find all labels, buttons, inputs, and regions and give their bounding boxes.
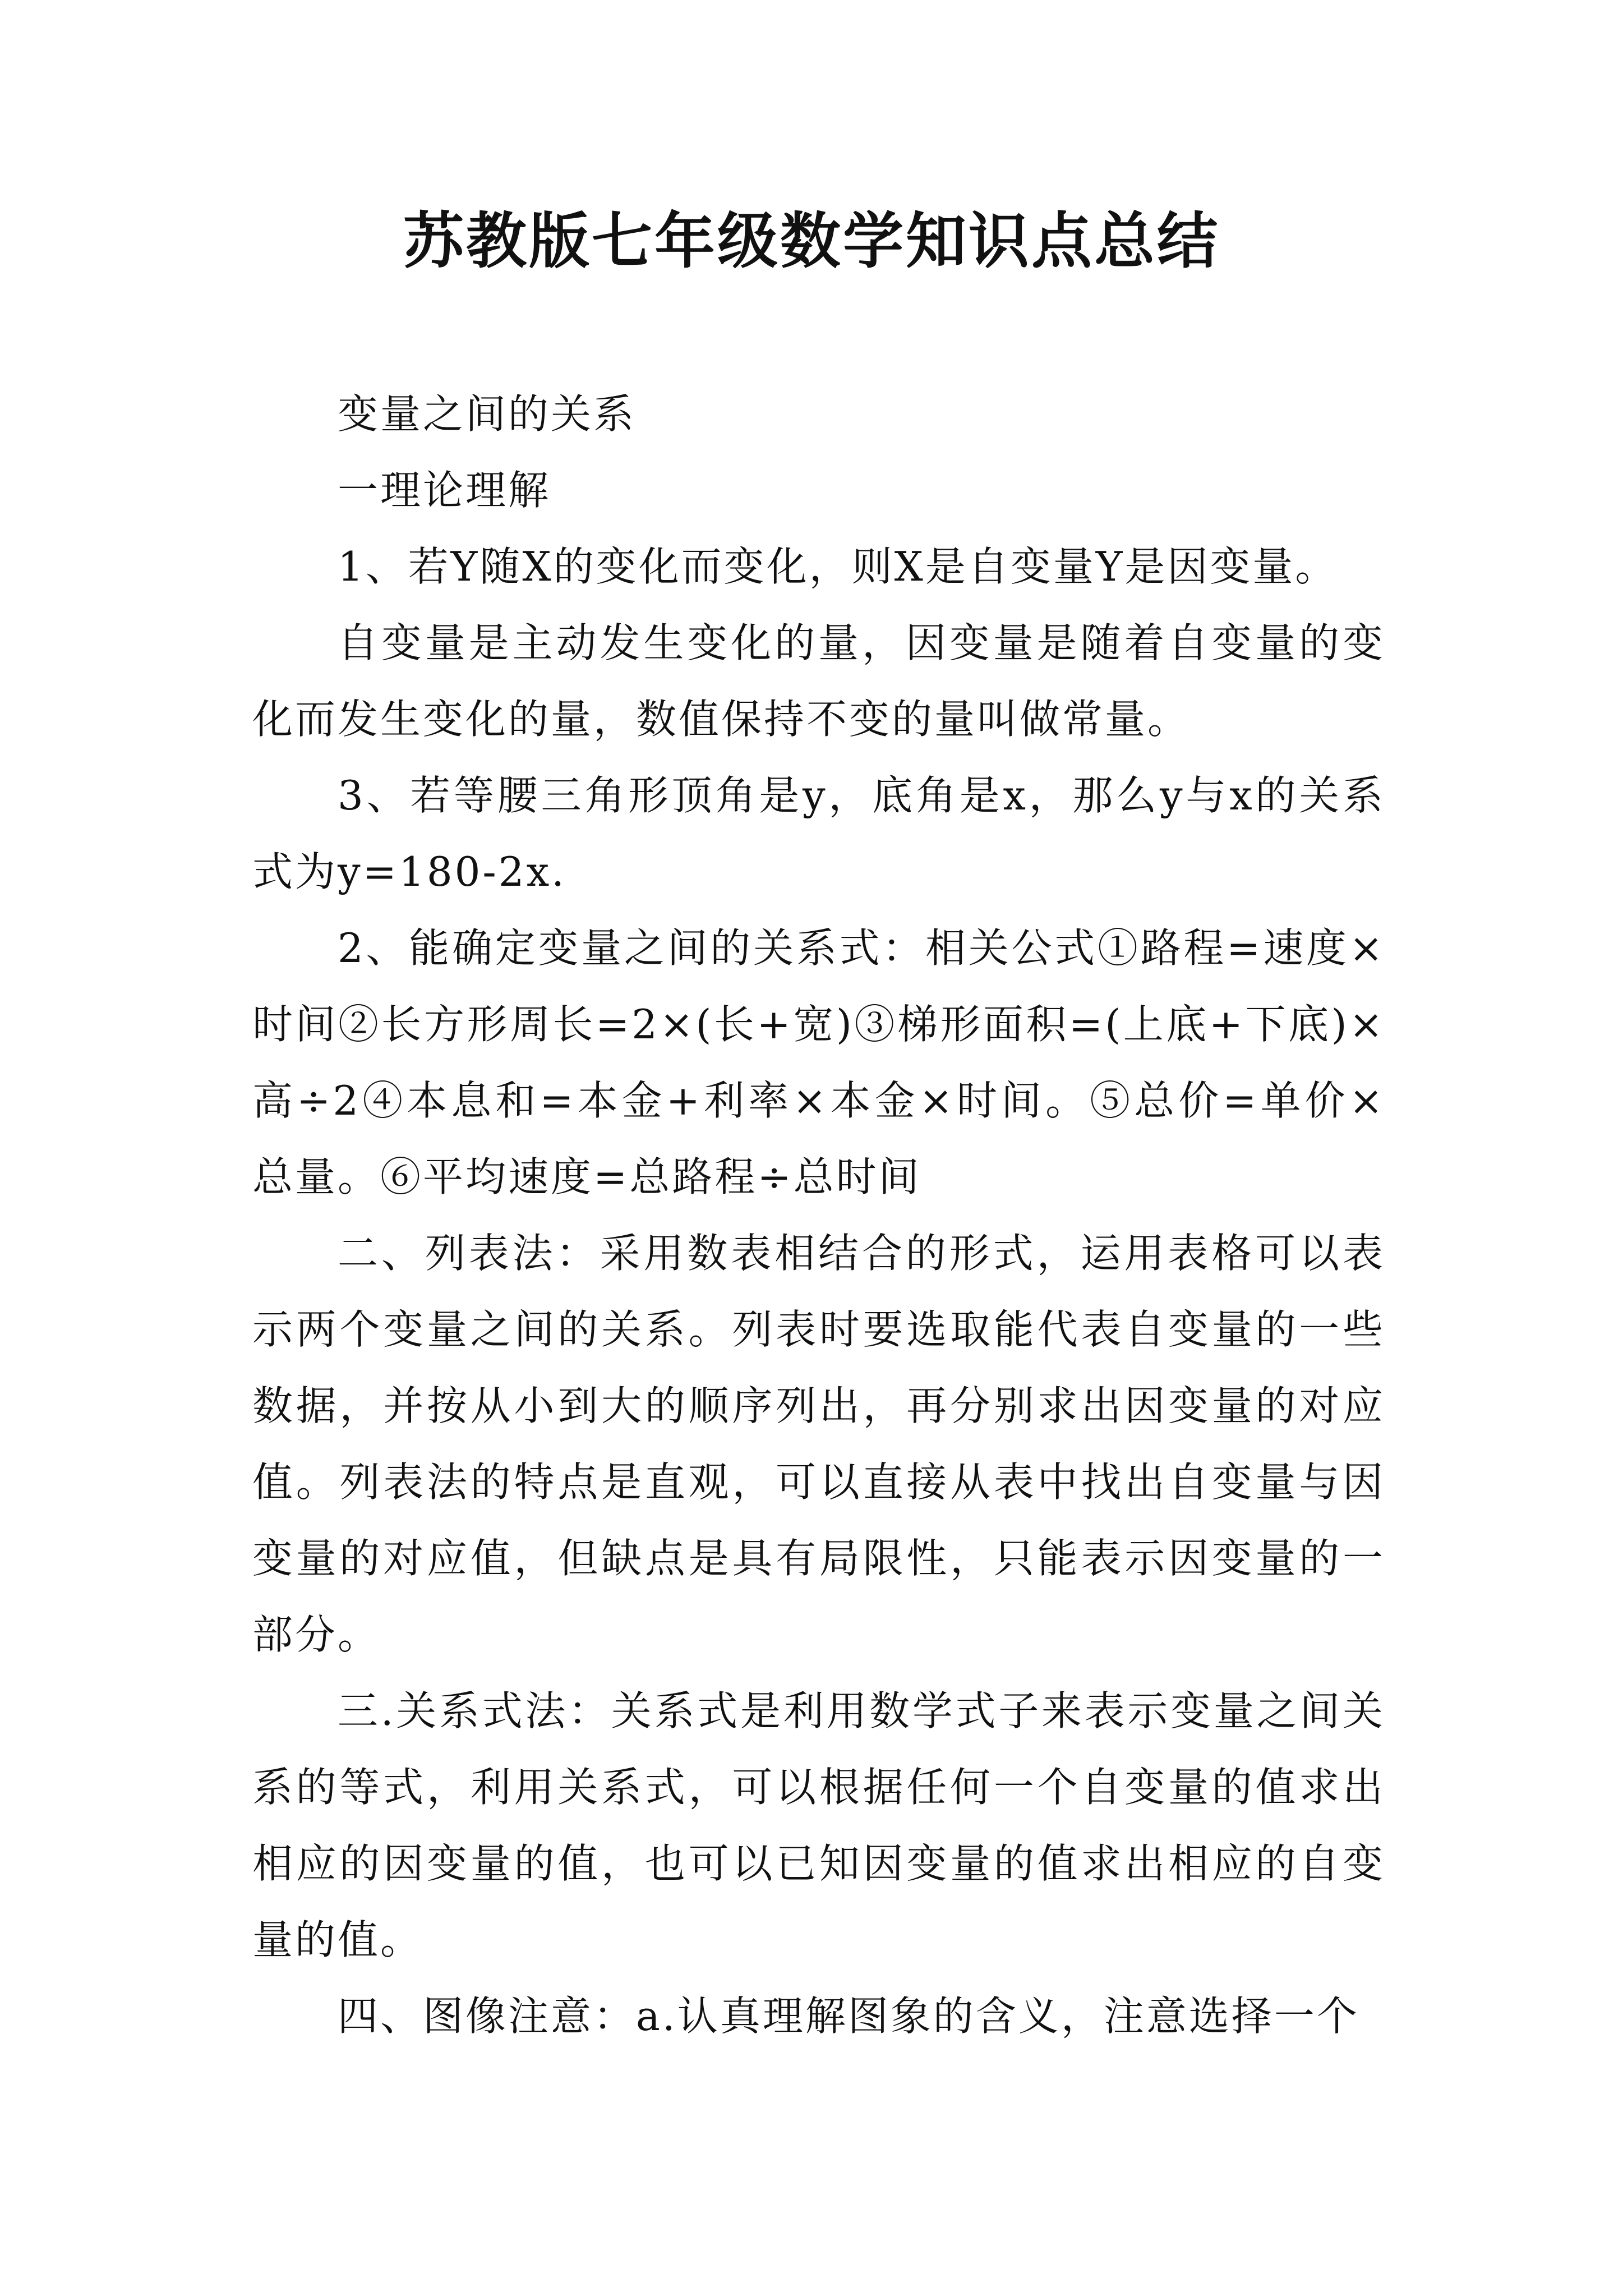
document-title: 苏教版七年级数学知识点总结 <box>403 206 1220 277</box>
paragraph: 自变量是主动发生变化的量，因变量是随着自变量的变化而发生变化的量，数值保持不变的量叫做常量。 <box>252 619 1385 743</box>
paragraph: 2、能确定变量之间的关系式：相关公式①路程=速度×时间②长方形周长=2×(长+宽)③梯形面积=(上底+下底)×高÷2④本息和=本金+利率×本金×时间。⑤总价=单价×总量。⑥平均速度=总路程÷总时间 <box>252 924 1385 1200</box>
paragraph: 三.关系式法：关系式是利用数学式子来表示变量之间关系的等式，利用关系式，可以根据任何一个自变量的值求出相应的因变量的值，也可以已知因变量的值求出相应的自变量的值。 <box>252 1687 1385 1963</box>
document-body <box>252 376 1385 2054</box>
paragraph: 3、若等腰三角形顶角是y，底角是x，那么y与x的关系式为y=180-2x. <box>252 772 1385 895</box>
section-heading: 变量之间的关系 <box>338 390 637 438</box>
paragraph: 四、图像注意：a.认真理解图象的含义，注意选择一个 <box>338 1993 1359 2040</box>
paragraph: 1、若Y随X的变化而变化，则X是自变量Y是因变量。 <box>338 543 1338 590</box>
paragraph: 二、列表法：采用数表相结合的形式，运用表格可以表示两个变量之间的关系。列表时要选取能代表自变量的一些数据，并按从小到大的顺序列出，再分别求出因变量的对应值。列表法的特点是直观，可以直接从表中找出自变量与因变量的对应值，但缺点是具有局限性，只能表示因变量的一部分。 <box>252 1230 1385 1658</box>
subsection-heading: 一理论理解 <box>338 467 551 514</box>
